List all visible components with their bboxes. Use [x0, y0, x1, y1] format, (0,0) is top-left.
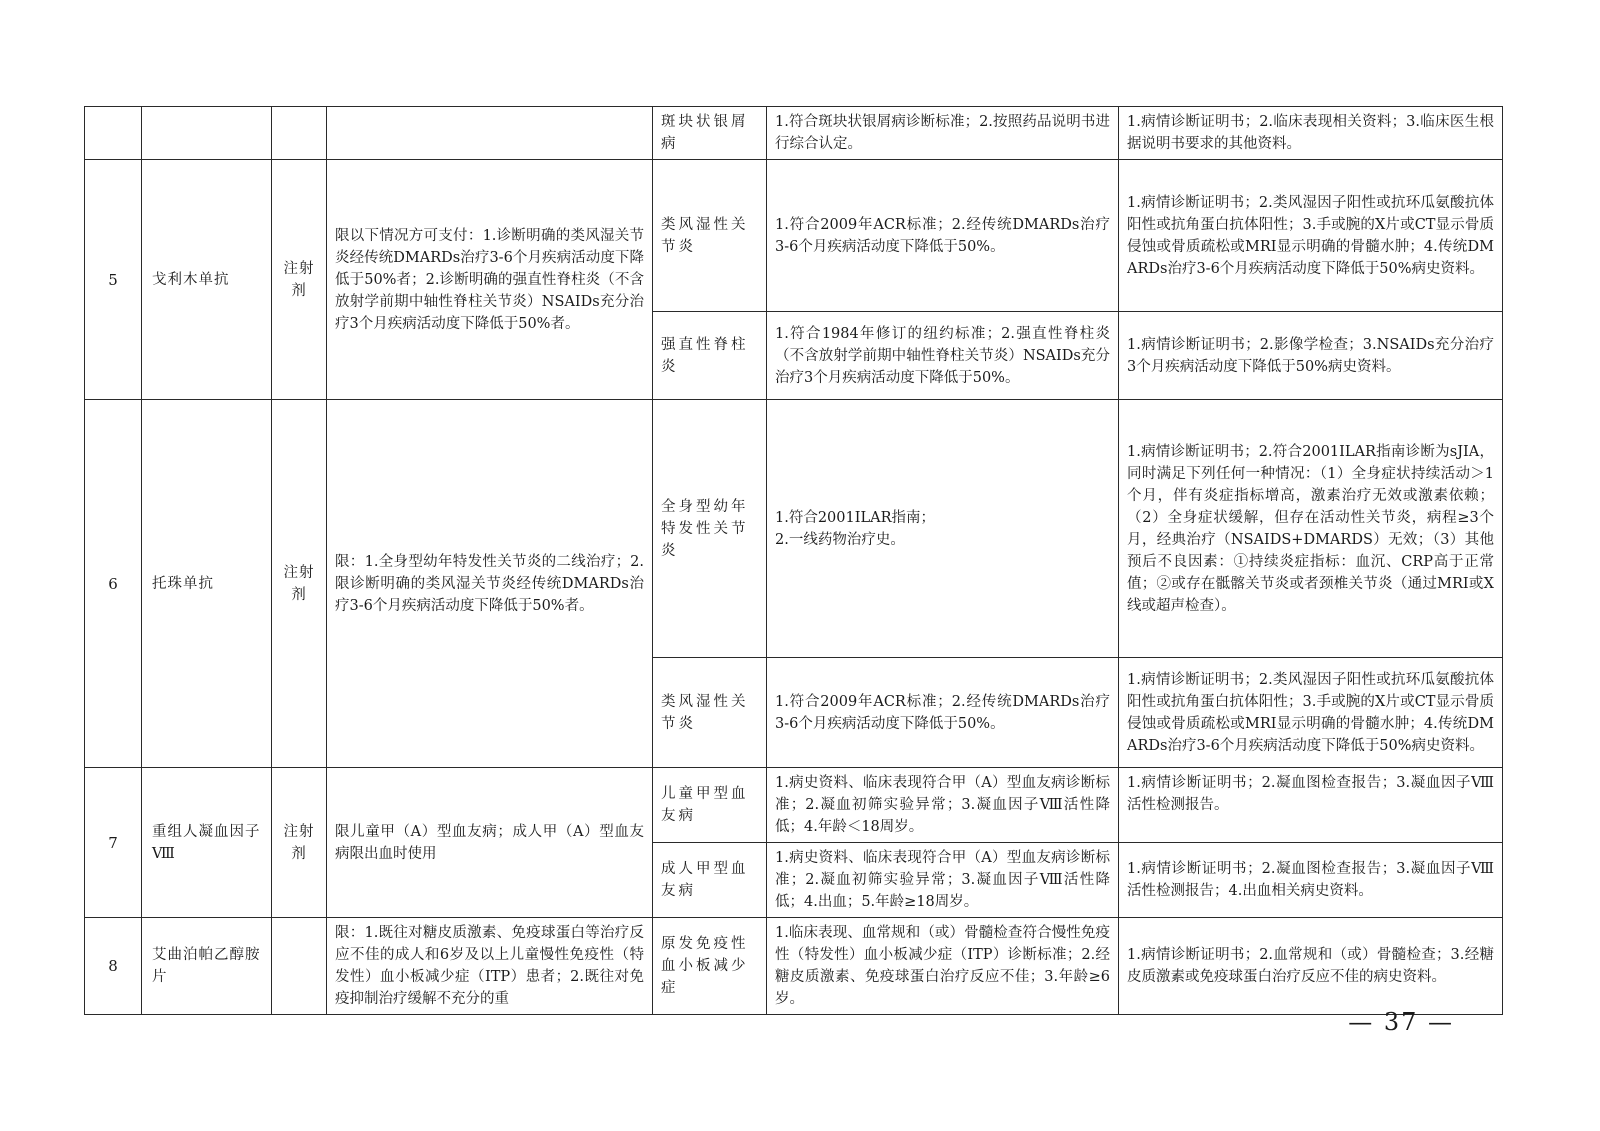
materials-cell: 1.病情诊断证明书；2.凝血图检查报告；3.凝血因子Ⅷ活性检测报告；4.出血相关病史资料。	[1119, 843, 1503, 918]
payment-limit-cell	[327, 107, 653, 160]
drug-name-cell: 托珠单抗	[142, 400, 272, 768]
table-row	[85, 768, 1503, 843]
criteria-cell: 1.病史资料、临床表现符合甲（A）型血友病诊断标准；2.凝血初筛实验异常；3.凝血因子Ⅷ活性降低；4.年龄＜18周岁。	[767, 768, 1119, 843]
payment-limit-cell: 限以下情况方可支付：1.诊断明确的类风湿关节炎经传统DMARDs治疗3-6个月疾病活动度下降低于50%者；2.诊断明确的强直性脊柱炎（不含放射学前期中轴性脊柱关节炎）NSAIDs充分治疗3个月疾病活动度下降低于50%者。	[327, 160, 653, 400]
materials-cell: 1.病情诊断证明书；2.影像学检查；3.NSAIDs充分治疗3个月疾病活动度下降低于50%病史资料。	[1119, 312, 1503, 400]
indication-cell: 成人甲型血友病	[653, 843, 767, 918]
indication-cell: 强直性脊柱炎	[653, 312, 767, 400]
drug-name-cell	[142, 107, 272, 160]
materials-cell: 1.病情诊断证明书；2.类风湿因子阳性或抗环瓜氨酸抗体阳性或抗角蛋白抗体阳性；3.手或腕的X片或CT显示骨质侵蚀或骨质疏松或MRI显示明确的骨髓水肿；4.传统DMARDs治疗3-6个月疾病活动度下降低于50%病史资料。	[1119, 160, 1503, 312]
indication-cell: 全身型幼年特发性关节炎	[653, 400, 767, 658]
page-number: — 37 —	[1348, 1008, 1454, 1036]
criteria-cell: 1.临床表现、血常规和（或）骨髓检查符合慢性免疫性（特发性）血小板减少症（ITP）诊断标准；2.经糖皮质激素、免疫球蛋白治疗反应不佳；3.年龄≥6岁。	[767, 918, 1119, 1015]
indication-cell: 斑块状银屑病	[653, 107, 767, 160]
criteria-cell: 1.病史资料、临床表现符合甲（A）型血友病诊断标准；2.凝血初筛实验异常；3.凝血因子Ⅷ活性降低；4.出血；5.年龄≥18周岁。	[767, 843, 1119, 918]
materials-cell: 1.病情诊断证明书；2.临床表现相关资料；3.临床医生根据说明书要求的其他资料。	[1119, 107, 1503, 160]
criteria-cell: 1.符合2009年ACR标准；2.经传统DMARDs治疗 3-6个月疾病活动度下降低于50%。	[767, 658, 1119, 768]
table-row	[85, 400, 1503, 658]
criteria-cell: 1.符合斑块状银屑病诊断标准；2.按照药品说明书进行综合认定。	[767, 107, 1119, 160]
drug-name-cell: 重组人凝血因子Ⅷ	[142, 768, 272, 918]
criteria-cell: 1.符合1984年修订的纽约标准；2.强直性脊柱炎（不含放射学前期中轴性脊柱关节炎）NSAIDs充分治疗3个月疾病活动度下降低于50%。	[767, 312, 1119, 400]
table-row	[85, 160, 1503, 312]
drug-name-cell: 戈利木单抗	[142, 160, 272, 400]
drug-number-cell: 5	[85, 160, 142, 400]
payment-limit-cell: 限儿童甲（A）型血友病；成人甲（A）型血友病限出血时使用	[327, 768, 653, 918]
materials-cell: 1.病情诊断证明书；2.符合2001ILAR指南诊断为sJIA，同时满足下列任何一种情况：（1）全身症状持续活动＞1个月，伴有炎症指标增高，激素治疗无效或激素依赖；（2）全身症状缓解，但存在活动性关节炎，病程≥3个月，经典治疗（NSAIDS+DMARDS）无效；（3）其他预后不良因素：①持续炎症指标：血沉、CRP高于正常值；②或存在骶髂关节炎或者颈椎关节炎（通过MRI或X线或超声检查）。	[1119, 400, 1503, 658]
drug-number-cell: 8	[85, 918, 142, 1015]
indication-cell: 儿童甲型血友病	[653, 768, 767, 843]
table-row	[85, 918, 1503, 1015]
drug-name-cell: 艾曲泊帕乙醇胺片	[142, 918, 272, 1015]
payment-limit-cell: 限：1.全身型幼年特发性关节炎的二线治疗；2.限诊断明确的类风湿关节炎经传统DMARDs治疗3-6个月疾病活动度下降低于50%者。	[327, 400, 653, 768]
materials-cell: 1.病情诊断证明书；2.凝血图检查报告；3.凝血因子Ⅷ活性检测报告。	[1119, 768, 1503, 843]
drug-number-cell: 6	[85, 400, 142, 768]
table-row	[85, 107, 1503, 160]
materials-cell: 1.病情诊断证明书；2.血常规和（或）骨髓检查；3.经糖皮质激素或免疫球蛋白治疗反应不佳的病史资料。	[1119, 918, 1503, 1015]
dosage-form-cell: 注射剂	[272, 400, 327, 768]
materials-cell: 1.病情诊断证明书；2.类风湿因子阳性或抗环瓜氨酸抗体阳性或抗角蛋白抗体阳性；3.手或腕的X片或CT显示骨质侵蚀或骨质疏松或MRI显示明确的骨髓水肿；4.传统DMARDs治疗3-6个月疾病活动度下降低于50%病史资料。	[1119, 658, 1503, 768]
dosage-form-cell: 注射剂	[272, 768, 327, 918]
drug-number-cell	[85, 107, 142, 160]
criteria-cell: 1.符合2001ILAR指南； 2.一线药物治疗史。	[767, 400, 1119, 658]
indication-cell: 原发免疫性血小板减少症	[653, 918, 767, 1015]
drug-number-cell: 7	[85, 768, 142, 918]
dosage-form-cell	[272, 107, 327, 160]
payment-limit-cell: 限：1.既往对糖皮质激素、免疫球蛋白等治疗反应不佳的成人和6岁及以上儿童慢性免疫性（特发性）血小板减少症（ITP）患者；2.既往对免疫抑制治疗缓解不充分的重	[327, 918, 653, 1015]
drug-reimbursement-table	[84, 106, 1503, 1015]
indication-cell: 类风湿性关节炎	[653, 658, 767, 768]
criteria-cell: 1.符合2009年ACR标准；2.经传统DMARDs治疗 3-6个月疾病活动度下降低于50%。	[767, 160, 1119, 312]
dosage-form-cell: 注射剂	[272, 160, 327, 400]
indication-cell: 类风湿性关节炎	[653, 160, 767, 312]
dosage-form-cell	[272, 918, 327, 1015]
